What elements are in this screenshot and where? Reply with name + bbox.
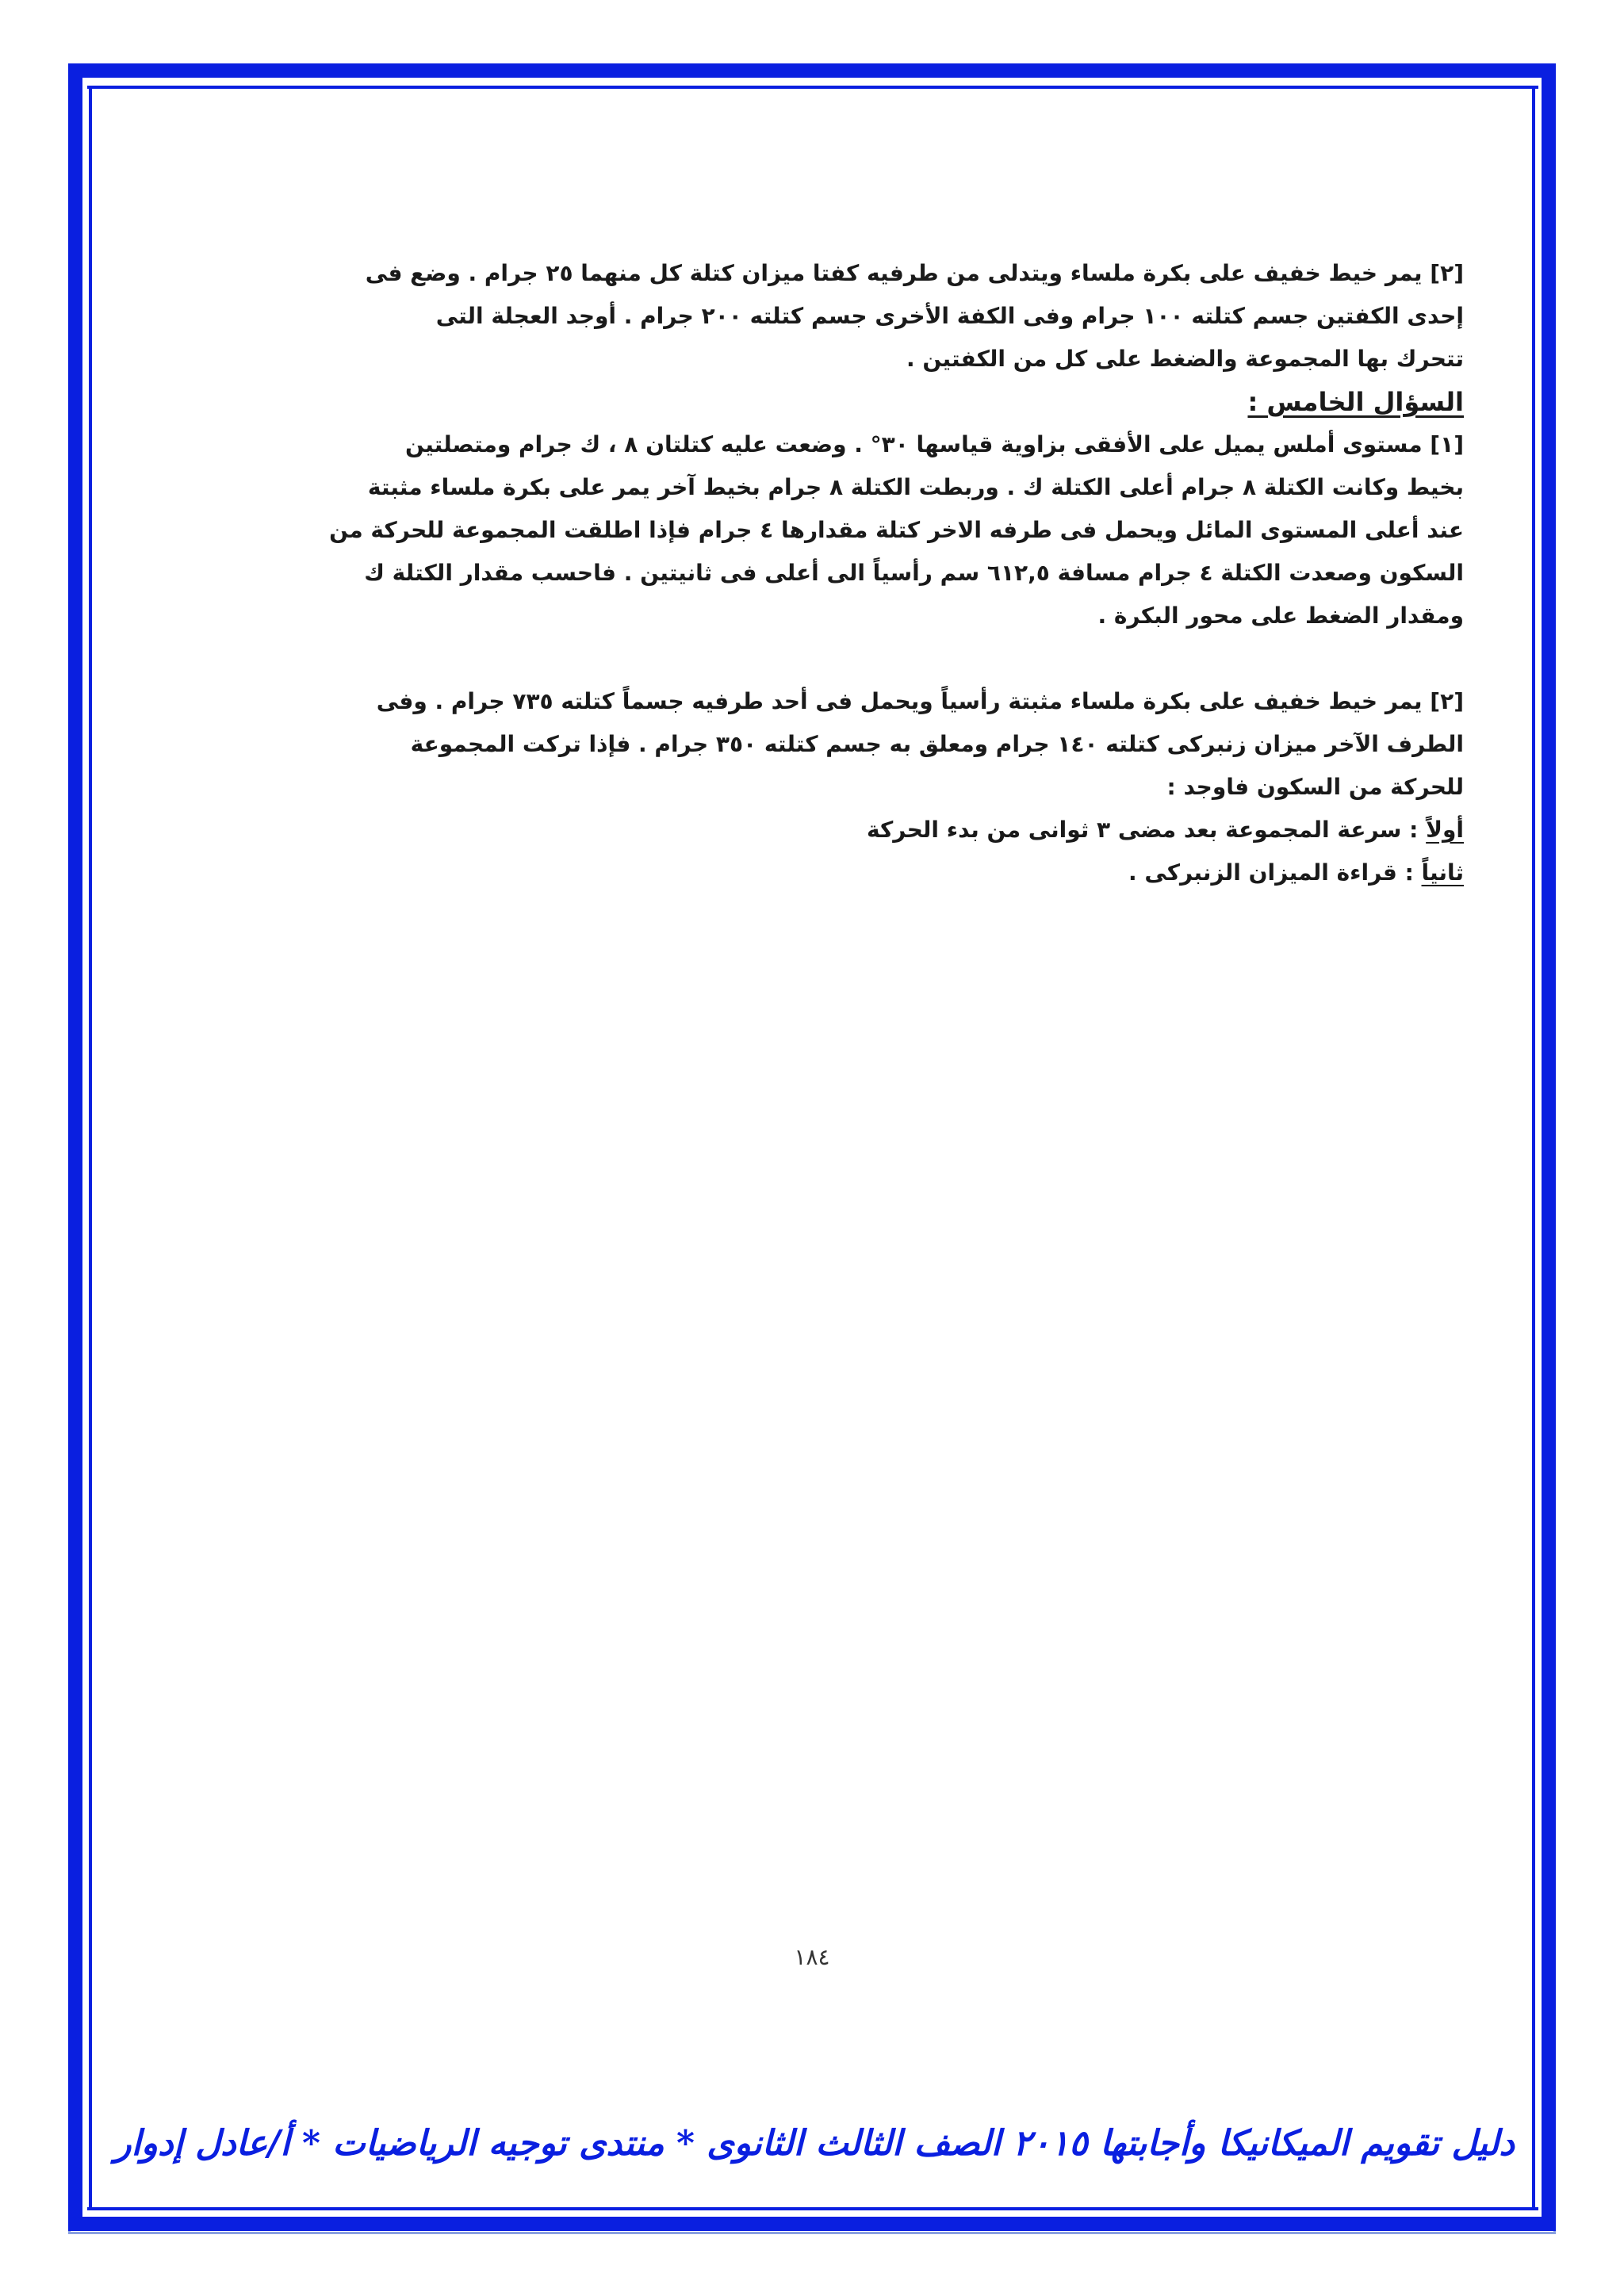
text-line: [٢] يمر خيط خفيف على بكرة ملساء مثبتة رأسياً ويحمل فى أحد طرفيه جسماً كتلته ٧٣٥ جرام . وفى <box>376 688 1464 714</box>
sub-item-text: : سرعة المجموعة بعد مضى ٣ ثوانى من بدء الحركة <box>867 817 1427 843</box>
frame-inner-right <box>1532 87 1535 2209</box>
section-heading: السؤال الخامس : <box>1247 387 1464 417</box>
footer-banner: دليل تقويم الميكانيكا وأجابتها ٢٠١٥ الصف الثالث الثانوى * منتدى توجيه الرياضيات * أ/عادل إدوار <box>114 2123 1515 2164</box>
text-line: [٢] يمر خيط خفيف على بكرة ملساء ويتدلى من طرفيه كفتا ميزان كتلة كل منهما ٢٥ جرام . وضع فى <box>365 260 1464 286</box>
problem-inclined-plane <box>230 423 1464 637</box>
problem-spring-balance <box>230 680 1464 894</box>
paragraph-spacer <box>230 637 1464 680</box>
frame-inner-left <box>89 87 92 2209</box>
document-body <box>230 252 1464 894</box>
sub-item-first <box>230 809 1464 851</box>
text-line: السكون وصعدت الكتلة ٤ جرام مسافة ٦١٢,٥ سم رأسياً الى أعلى فى ثانيتين . فاحسب مقدار الكتلة ك <box>364 560 1464 586</box>
frame-corner-bottom-left <box>68 2180 119 2231</box>
frame-top-bar <box>119 63 1515 78</box>
text-line: للحركة من السكون فاوجد : <box>1166 774 1464 800</box>
sub-item-second <box>230 851 1464 894</box>
frame-corner-bottom-right <box>1505 2180 1556 2231</box>
frame-corner-top-right <box>1505 63 1556 114</box>
sub-item-text: : قراءة الميزان الزنبركى . <box>1128 859 1422 886</box>
text-line: الطرف الآخر ميزان زنبركى كتلته ١٤٠ جرام ومعلق به جسم كتلته ٣٥٠ جرام . فإذا تركت المجموعة <box>410 731 1464 757</box>
frame-left-bar <box>68 111 82 2188</box>
text-line: عند أعلى المستوى المائل ويحمل فى طرفه الاخر كتلة مقدارها ٤ جرام فإذا اطلقت المجموعة للحركة من <box>329 517 1464 543</box>
frame-right-bar <box>1542 111 1556 2188</box>
frame-bottom-bar <box>119 2217 1515 2231</box>
frame-inner-top <box>87 86 1538 89</box>
text-line: إحدى الكفتين جسم كتلته ١٠٠ جرام وفى الكفة الأخرى جسم كتلته ٢٠٠ جرام . أوجد العجلة التى <box>435 303 1464 329</box>
page-number: ١٨٤ <box>794 1944 830 1970</box>
text-line: تتحرك بها المجموعة والضغط على كل من الكفتين . <box>906 346 1464 372</box>
problem-pulley-pans <box>230 252 1464 381</box>
text-line: بخيط وكانت الكتلة ٨ جرام أعلى الكتلة ك . وربطت الكتلة ٨ جرام بخيط آخر يمر على بكرة ملساء مثبتة <box>367 474 1464 500</box>
frame-corner-top-left <box>68 63 119 114</box>
sub-item-label: ثانياً <box>1421 859 1464 886</box>
frame-inner-bottom <box>87 2207 1538 2210</box>
sub-item-label: أولاً <box>1426 817 1464 843</box>
text-line: ومقدار الضغط على محور البكرة . <box>1097 603 1464 629</box>
text-line: [١] مستوى أملس يميل على الأفقى بزاوية قياسها ٣٠° . وضعت عليه كتلتان ٨ ، ك جرام ومتصلتين <box>405 431 1464 457</box>
